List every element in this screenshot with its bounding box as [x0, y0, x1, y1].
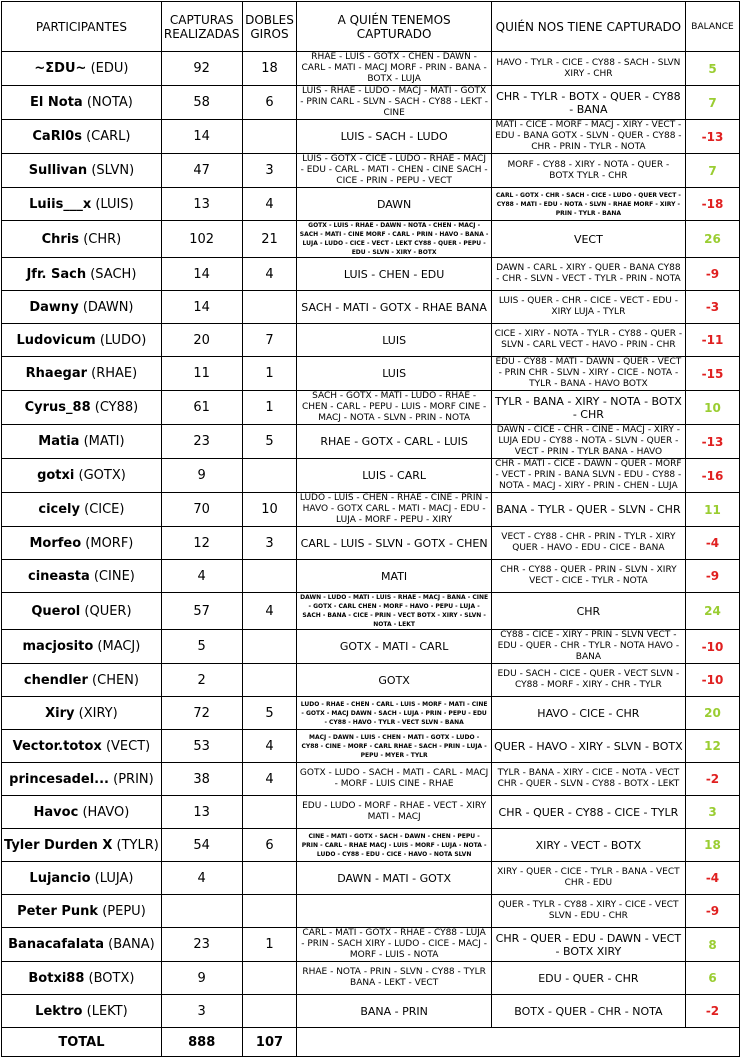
- table-row: [2, 763, 740, 796]
- participant-name: [2, 664, 162, 697]
- captured-list-cell: CARL - LUIS - SLVN - GOTX - CHEN: [297, 527, 491, 560]
- captured-by-list-cell: EDU - SACH - CICE - QUER - VECT SLVN - CY88 - MORF - XIRY - CHR - TYLR: [491, 664, 685, 697]
- captured-by-list-cell: QUER - TYLR - CY88 - XIRY - CICE - VECT SLVN - EDU - CHR: [491, 895, 685, 928]
- participant-nick: Querol: [31, 603, 81, 619]
- participant-name: [2, 459, 162, 493]
- participant-name: [2, 120, 162, 154]
- participant-code: (MORF): [85, 535, 134, 551]
- participant-name: [2, 995, 162, 1028]
- participant-nick: CaRl0s: [32, 129, 82, 144]
- participant-name: [2, 221, 162, 258]
- participant-code: (MATI): [83, 434, 125, 449]
- participant-code: (EDU): [90, 61, 129, 76]
- captured-by-list-cell: XIRY - QUER - CICE - TYLR - BANA - VECT CHR - EDU: [491, 862, 685, 895]
- participant-code: (CICE): [84, 502, 125, 517]
- participant-code: (XIRY): [78, 705, 118, 721]
- participant-code: (BANA): [108, 937, 155, 952]
- balance-cell: -2: [686, 763, 740, 796]
- captured-list-cell: LUIS - GOTX - CICE - LUDO - RHAE - MACJ - EDU - CARL - MATI - CHEN - CINE SACH - CICE - PRIN - PEPU - VECT: [297, 154, 491, 188]
- double-turns-cell: [242, 862, 297, 895]
- captured-list-cell: LUIS: [297, 357, 491, 391]
- participant-name: [2, 52, 162, 86]
- balance-cell: 3: [686, 796, 740, 829]
- header-balance: BALANCE: [686, 2, 740, 52]
- participant-code: (QUER): [84, 603, 132, 619]
- participant-code: (SLVN): [91, 163, 135, 178]
- captures-cell: 14: [161, 258, 242, 291]
- balance-cell: -16: [686, 459, 740, 493]
- balance-cell: 10: [686, 391, 740, 425]
- double-turns-cell: [242, 995, 297, 1028]
- header-captured-us: QUIÉN NOS TIENE CAPTURADO: [491, 2, 685, 52]
- captures-cell: 70: [161, 493, 242, 527]
- double-turns-cell: 6: [242, 829, 297, 862]
- participant-nick: Ludovicum: [16, 332, 96, 348]
- captured-list-cell: MATI: [297, 560, 491, 593]
- captures-cell: 102: [161, 221, 242, 258]
- captured-list-cell: EDU - LUDO - MORF - RHAE - VECT - XIRY MATI - MACJ: [297, 796, 491, 829]
- participant-nick: El Nota: [30, 95, 83, 110]
- header-captured-by-us: A QUIÉN TENEMOS CAPTURADO: [297, 2, 491, 52]
- table-row: [2, 154, 740, 188]
- participant-name: [2, 730, 162, 763]
- double-turns-cell: 21: [242, 221, 297, 258]
- captures-cell: 23: [161, 928, 242, 962]
- balance-cell: 20: [686, 697, 740, 730]
- participant-code: (VECT): [105, 738, 151, 754]
- captures-cell: 9: [161, 962, 242, 995]
- total-label: TOTAL: [2, 1028, 162, 1057]
- captured-by-list-cell: DAWN - CARL - XIRY - QUER - BANA CY88 - CHR - SLVN - VECT - TYLR - PRIN - NOTA: [491, 258, 685, 291]
- participant-name: [2, 796, 162, 829]
- captured-by-list-cell: CHR - MATI - CICE - DAWN - QUER - MORF - VECT - PRIN - BANA SLVN - EDU - CY88 - NOTA - MACJ - XIRY - PRIN - CHEN - LUJA: [491, 459, 685, 493]
- total-double-turns: 107: [242, 1028, 297, 1057]
- captured-by-list-cell: MATI - CICE - MORF - MACJ - XIRY - VECT - EDU - BANA GOTX - SLVN - QUER - CY88 - CHR - PRIN - TYLR - NOTA: [491, 120, 685, 154]
- table-row: [2, 258, 740, 291]
- captures-cell: [161, 895, 242, 928]
- captures-cell: 14: [161, 291, 242, 324]
- participant-nick: ~ΣDU~: [34, 61, 87, 76]
- captures-cell: 3: [161, 995, 242, 1028]
- participant-code: (LUIS): [95, 196, 134, 212]
- captured-list-cell: CARL - MATI - GOTX - RHAE - CY88 - LUJA - PRIN - SACH XIRY - LUDO - CICE - MACJ - MORF - LUIS - NOTA: [297, 928, 491, 962]
- captured-list-cell: GOTX - MATI - CARL: [297, 630, 491, 664]
- table-row: [2, 995, 740, 1028]
- balance-cell: 5: [686, 52, 740, 86]
- double-turns-cell: 3: [242, 154, 297, 188]
- table-row: [2, 425, 740, 459]
- participant-nick: Lektro: [35, 1003, 83, 1019]
- balance-cell: 24: [686, 593, 740, 630]
- captured-list-cell: LUIS - SACH - LUDO: [297, 120, 491, 154]
- participant-nick: Tyler Durden X: [4, 837, 113, 853]
- participant-code: (CHR): [83, 231, 122, 247]
- total-captures: 888: [161, 1028, 242, 1057]
- table-row: [2, 630, 740, 664]
- captures-cell: 12: [161, 527, 242, 560]
- double-turns-cell: 5: [242, 697, 297, 730]
- participant-name: [2, 324, 162, 357]
- table-row: [2, 697, 740, 730]
- participant-nick: Cyrus_88: [24, 400, 91, 415]
- table-row: [2, 962, 740, 995]
- participant-nick: Morfeo: [29, 535, 82, 551]
- captured-by-list-cell: CHR - QUER - CY88 - CICE - TYLR: [491, 796, 685, 829]
- captured-by-list-cell: CARL - GOTX - CHR - SACH - CICE - LUDO - QUER VECT - CY88 - MATI - EDU - NOTA - SLVN - RHAE MORF - XIRY - PRIN - TYLR - BANA: [491, 188, 685, 221]
- captured-by-list-cell: HAVO - TYLR - CICE - CY88 - SACH - SLVN XIRY - CHR: [491, 52, 685, 86]
- participant-name: [2, 560, 162, 593]
- table-row: [2, 829, 740, 862]
- captures-cell: 23: [161, 425, 242, 459]
- double-turns-cell: 4: [242, 763, 297, 796]
- double-turns-cell: 1: [242, 391, 297, 425]
- balance-cell: -4: [686, 862, 740, 895]
- table-row: [2, 928, 740, 962]
- participant-name: [2, 258, 162, 291]
- captured-by-list-cell: CHR - TYLR - BOTX - QUER - CY88 - BANA: [491, 86, 685, 120]
- participant-code: (NOTA): [86, 95, 133, 110]
- captured-by-list-cell: TYLR - BANA - XIRY - NOTA - BOTX - CHR: [491, 391, 685, 425]
- captured-list-cell: CINE - MATI - GOTX - SACH - DAWN - CHEN - PEPU - PRIN - CARL - RHAE MACJ - LUIS - MORF - LUJA - NOTA - LUDO - CY88 - EDU - CICE - HAVO - NOTA SLVN: [297, 829, 491, 862]
- participant-code: (CINE): [93, 568, 135, 584]
- captured-by-list-cell: CHR - QUER - EDU - DAWN - VECT - BOTX XIRY: [491, 928, 685, 962]
- participant-name: [2, 493, 162, 527]
- participant-nick: Luiis___x: [29, 196, 92, 212]
- double-turns-cell: 4: [242, 593, 297, 630]
- double-turns-cell: 1: [242, 357, 297, 391]
- double-turns-cell: [242, 664, 297, 697]
- participant-nick: Peter Punk: [17, 903, 99, 919]
- participant-code: (PRIN): [113, 771, 154, 787]
- participant-nick: chendler: [23, 672, 88, 688]
- participant-name: [2, 763, 162, 796]
- captured-list-cell: DAWN - MATI - GOTX: [297, 862, 491, 895]
- captures-cell: 9: [161, 459, 242, 493]
- participant-name: [2, 86, 162, 120]
- captured-list-cell: SACH - GOTX - MATI - LUDO - RHAE - CHEN - CARL - PEPU - LUIS - MORF CINE - MACJ - NOTA - SLVN - PRIN - NOTA: [297, 391, 491, 425]
- balance-cell: 11: [686, 493, 740, 527]
- captured-by-list-cell: CHR: [491, 593, 685, 630]
- balance-cell: -18: [686, 188, 740, 221]
- captured-list-cell: LUDO - LUIS - CHEN - RHAE - CINE - PRIN - HAVO - GOTX CARL - MATI - MACJ - EDU - LUJA - MORF - PEPU - XIRY: [297, 493, 491, 527]
- total-empty: [297, 1028, 740, 1057]
- captures-cell: 58: [161, 86, 242, 120]
- participant-code: (LUDO): [99, 332, 147, 348]
- double-turns-cell: 7: [242, 324, 297, 357]
- header-captures: CAPTURAS REALIZADAS: [161, 2, 242, 52]
- captures-cell: 2: [161, 664, 242, 697]
- balance-cell: -13: [686, 120, 740, 154]
- participant-code: (RHAE): [91, 366, 138, 381]
- balance-cell: -4: [686, 527, 740, 560]
- table-row: [2, 391, 740, 425]
- double-turns-cell: 4: [242, 258, 297, 291]
- double-turns-cell: [242, 120, 297, 154]
- table-row: [2, 324, 740, 357]
- table-row: [2, 221, 740, 258]
- double-turns-cell: 1: [242, 928, 297, 962]
- participant-code: (LEKT): [86, 1003, 128, 1019]
- captured-by-list-cell: CICE - XIRY - NOTA - TYLR - CY88 - QUER - SLVN - CARL VECT - HAVO - PRIN - CHR: [491, 324, 685, 357]
- double-turns-cell: 10: [242, 493, 297, 527]
- captured-by-list-cell: VECT: [491, 221, 685, 258]
- participant-name: [2, 188, 162, 221]
- table-row: [2, 459, 740, 493]
- participant-nick: macjosito: [22, 639, 94, 654]
- double-turns-cell: [242, 796, 297, 829]
- participant-name: [2, 154, 162, 188]
- double-turns-cell: [242, 630, 297, 664]
- captured-by-list-cell: QUER - HAVO - XIRY - SLVN - BOTX: [491, 730, 685, 763]
- double-turns-cell: [242, 291, 297, 324]
- captured-list-cell: SACH - MATI - GOTX - RHAE BANA: [297, 291, 491, 324]
- table-row: [2, 730, 740, 763]
- participant-code: (CARL): [86, 129, 131, 144]
- balance-cell: -13: [686, 425, 740, 459]
- table-row: [2, 52, 740, 86]
- table-row: [2, 560, 740, 593]
- balance-cell: -15: [686, 357, 740, 391]
- captures-cell: 61: [161, 391, 242, 425]
- participant-name: [2, 391, 162, 425]
- double-turns-cell: 3: [242, 527, 297, 560]
- captures-cell: 92: [161, 52, 242, 86]
- participant-name: [2, 291, 162, 324]
- header-participants: PARTICIPANTES: [2, 2, 162, 52]
- captured-list-cell: MACJ - DAWN - LUIS - CHEN - MATI - GOTX - LUDO - CY88 - CINE - MORF - CARL RHAE - SACH - PRIN - LUJA - PEPU - MYER - TYLR: [297, 730, 491, 763]
- balance-cell: -10: [686, 630, 740, 664]
- participant-code: (CHEN): [92, 672, 139, 688]
- captured-list-cell: GOTX - LUIS - RHAE - DAWN - NOTA - CHEN - MACJ - SACH - MATI - CINE MORF - CARL - PRIN - HAVO - BANA - LUJA - LUDO - CICE - VECT - LEKT CY88 - QUER - PEPU - EDU - SLVN - XIRY - BOTX: [297, 221, 491, 258]
- participant-nick: Lujancio: [29, 870, 91, 886]
- double-turns-cell: 6: [242, 86, 297, 120]
- captures-cell: 11: [161, 357, 242, 391]
- participant-name: [2, 895, 162, 928]
- captured-by-list-cell: CHR - CY88 - QUER - PRIN - SLVN - XIRY VECT - CICE - TYLR - NOTA: [491, 560, 685, 593]
- double-turns-cell: 4: [242, 188, 297, 221]
- participant-code: (SACH): [90, 266, 137, 282]
- participant-nick: cineasta: [27, 568, 90, 584]
- participant-nick: Dawny: [29, 299, 79, 315]
- balance-cell: 26: [686, 221, 740, 258]
- captures-cell: 47: [161, 154, 242, 188]
- captures-cell: 13: [161, 796, 242, 829]
- captured-list-cell: LUIS - RHAE - LUDO - MACJ - MATI - GOTX - PRIN CARL - SLVN - SACH - CY88 - LEKT - CINE: [297, 86, 491, 120]
- total-row: [2, 1028, 740, 1057]
- participant-name: [2, 862, 162, 895]
- participant-nick: Chris: [41, 231, 80, 247]
- participant-code: (HAVO): [82, 804, 130, 820]
- balance-cell: -9: [686, 560, 740, 593]
- captured-by-list-cell: DAWN - CICE - CHR - CINE - MACJ - XIRY - LUJA EDU - CY88 - NOTA - SLVN - QUER - VECT - PRIN - TYLR BANA - HAVO: [491, 425, 685, 459]
- participant-name: [2, 593, 162, 630]
- captured-by-list-cell: HAVO - CICE - CHR: [491, 697, 685, 730]
- captured-list-cell: GOTX: [297, 664, 491, 697]
- double-turns-cell: 5: [242, 425, 297, 459]
- captured-list-cell: LUIS: [297, 324, 491, 357]
- captured-list-cell: RHAE - LUIS - GOTX - CHEN - DAWN - CARL - MATI - MACJ MORF - PRIN - BANA - BOTX - LUJA: [297, 52, 491, 86]
- captures-cell: 38: [161, 763, 242, 796]
- participant-nick: Xiry: [45, 705, 75, 721]
- participant-name: [2, 630, 162, 664]
- table-row: [2, 593, 740, 630]
- captured-by-list-cell: EDU - CY88 - MATI - DAWN - QUER - VECT - PRIN CHR - SLVN - XIRY - CICE - NOTA - TYLR - BANA - HAVO BOTX: [491, 357, 685, 391]
- captured-by-list-cell: CY88 - CICE - XIRY - PRIN - SLVN VECT - EDU - QUER - CHR - TYLR - NOTA HAVO - BANA: [491, 630, 685, 664]
- participant-nick: cicely: [38, 502, 80, 517]
- captured-list-cell: [297, 895, 491, 928]
- participant-nick: Sullivan: [28, 163, 88, 178]
- participant-code: (LUJA): [94, 870, 134, 886]
- captured-list-cell: RHAE - NOTA - PRIN - SLVN - CY88 - TYLR BANA - LEKT - VECT: [297, 962, 491, 995]
- participant-name: [2, 962, 162, 995]
- participant-nick: Havoc: [33, 804, 79, 820]
- participant-code: (GOTX): [78, 468, 126, 483]
- header-row: [2, 2, 740, 52]
- captures-cell: 57: [161, 593, 242, 630]
- participant-name: [2, 357, 162, 391]
- double-turns-cell: [242, 459, 297, 493]
- participant-name: [2, 527, 162, 560]
- participant-code: (MACJ): [97, 639, 141, 654]
- participant-nick: gotxi: [37, 468, 75, 483]
- captured-by-list-cell: TYLR - BANA - XIRY - CICE - NOTA - VECT CHR - QUER - SLVN - CY88 - BOTX - LEKT: [491, 763, 685, 796]
- captures-cell: 4: [161, 862, 242, 895]
- captured-by-list-cell: LUIS - QUER - CHR - CICE - VECT - EDU - XIRY LUJA - TYLR: [491, 291, 685, 324]
- captured-list-cell: LUDO - RHAE - CHEN - CARL - LUIS - MORF - MATI - CINE - GOTX - MACJ DAWN - SACH - LUJA - PRIN - PEPU - EDU - CY88 - HAVO - TYLR - VECT SLVN - BANA: [297, 697, 491, 730]
- captures-cell: 54: [161, 829, 242, 862]
- participant-code: (TYLR): [116, 837, 159, 853]
- table-row: [2, 291, 740, 324]
- captured-by-list-cell: BOTX - QUER - CHR - NOTA: [491, 995, 685, 1028]
- participant-name: [2, 928, 162, 962]
- double-turns-cell: [242, 560, 297, 593]
- participant-nick: princesadel...: [9, 771, 109, 787]
- double-turns-cell: 18: [242, 52, 297, 86]
- balance-cell: -9: [686, 895, 740, 928]
- table-row: [2, 86, 740, 120]
- participant-code: (DAWN): [82, 299, 134, 315]
- balance-cell: -10: [686, 664, 740, 697]
- double-turns-cell: [242, 895, 297, 928]
- captured-by-list-cell: XIRY - VECT - BOTX: [491, 829, 685, 862]
- captures-cell: 72: [161, 697, 242, 730]
- captures-cell: 20: [161, 324, 242, 357]
- participant-nick: Matia: [38, 434, 80, 449]
- participant-name: [2, 697, 162, 730]
- captures-cell: 4: [161, 560, 242, 593]
- table-row: [2, 493, 740, 527]
- table-row: [2, 862, 740, 895]
- table-row: [2, 357, 740, 391]
- captured-list-cell: LUIS - CARL: [297, 459, 491, 493]
- participant-name: [2, 829, 162, 862]
- table-row: [2, 796, 740, 829]
- balance-cell: 7: [686, 154, 740, 188]
- captures-cell: 53: [161, 730, 242, 763]
- standings-table: [1, 1, 740, 1057]
- participant-code: (CY88): [94, 400, 139, 415]
- table-row: [2, 527, 740, 560]
- captured-list-cell: DAWN: [297, 188, 491, 221]
- balance-cell: 7: [686, 86, 740, 120]
- captured-by-list-cell: EDU - QUER - CHR: [491, 962, 685, 995]
- captured-list-cell: GOTX - LUDO - SACH - MATI - CARL - MACJ - MORF - LUIS CINE - RHAE: [297, 763, 491, 796]
- balance-cell: 12: [686, 730, 740, 763]
- captured-list-cell: BANA - PRIN: [297, 995, 491, 1028]
- table-row: [2, 895, 740, 928]
- participant-nick: Rhaegar: [25, 366, 87, 381]
- participant-name: [2, 425, 162, 459]
- captures-cell: 13: [161, 188, 242, 221]
- participant-nick: Jfr. Sach: [26, 266, 87, 282]
- participant-code: (BOTX): [88, 970, 135, 986]
- captures-cell: 5: [161, 630, 242, 664]
- captured-by-list-cell: MORF - CY88 - XIRY - NOTA - QUER - BOTX TYLR - CHR: [491, 154, 685, 188]
- participant-nick: Vector.totox: [12, 738, 102, 754]
- table-row: [2, 664, 740, 697]
- captured-list-cell: DAWN - LUDO - MATI - LUIS - RHAE - MACJ - BANA - CINE - GOTX - CARL CHEN - MORF - HAVO - PEPU - LUJA - SACH - BANA - CICE - PRIN - VECT BOTX - XIRY - SLVN - NOTA - LEKT: [297, 593, 491, 630]
- captured-list-cell: RHAE - GOTX - CARL - LUIS: [297, 425, 491, 459]
- participant-code: (PEPU): [102, 903, 146, 919]
- balance-cell: -11: [686, 324, 740, 357]
- table-row: [2, 188, 740, 221]
- participant-nick: Botxi88: [28, 970, 85, 986]
- balance-cell: 18: [686, 829, 740, 862]
- captured-by-list-cell: VECT - CY88 - CHR - PRIN - TYLR - XIRY QUER - HAVO - EDU - CICE - BANA: [491, 527, 685, 560]
- captured-list-cell: LUIS - CHEN - EDU: [297, 258, 491, 291]
- participant-nick: Banacafalata: [8, 937, 104, 952]
- captured-by-list-cell: BANA - TYLR - QUER - SLVN - CHR: [491, 493, 685, 527]
- double-turns-cell: 4: [242, 730, 297, 763]
- balance-cell: -2: [686, 995, 740, 1028]
- table-row: [2, 120, 740, 154]
- header-double-turns: DOBLES GIROS: [242, 2, 297, 52]
- balance-cell: 6: [686, 962, 740, 995]
- double-turns-cell: [242, 962, 297, 995]
- balance-cell: -3: [686, 291, 740, 324]
- balance-cell: -9: [686, 258, 740, 291]
- captures-cell: 14: [161, 120, 242, 154]
- balance-cell: 8: [686, 928, 740, 962]
